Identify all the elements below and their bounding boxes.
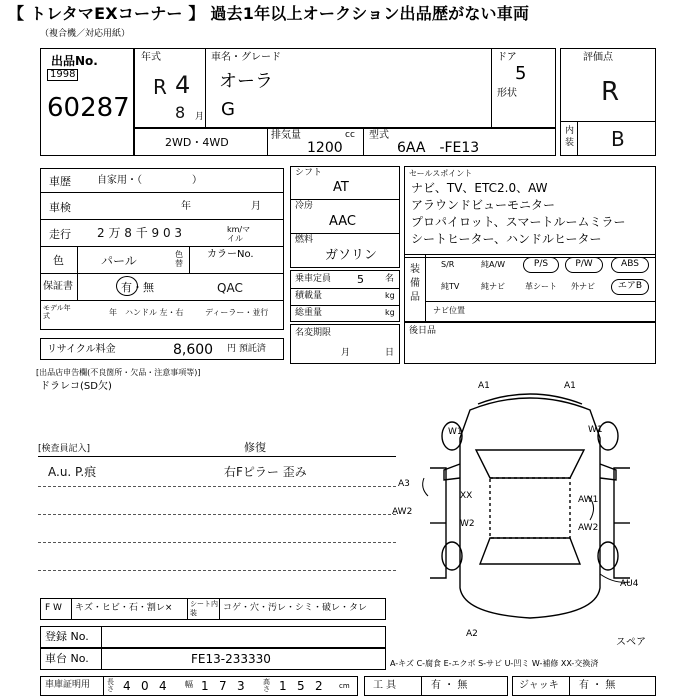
year-month: 8 (175, 103, 186, 122)
len-v3: 4 (159, 679, 167, 693)
mark-w1-left: W1 (448, 427, 463, 437)
year-value: 4 (175, 71, 191, 99)
color-label: 色 (53, 254, 64, 267)
name-change-day: 日 (385, 348, 395, 358)
shift-label: シフト (295, 168, 323, 178)
equip-sr: S/R (441, 260, 455, 269)
mark-w1-right: W1 (588, 425, 603, 435)
warranty-label: 保証書 (43, 281, 73, 292)
fw-label: F W (45, 603, 62, 613)
jack-row (512, 676, 656, 696)
sub-label: （複合機／対応用紙） (40, 29, 131, 39)
inspection-month-unit: 月 (251, 201, 261, 212)
sales-line-3: プロパイロット、スマートルームミラー (411, 215, 626, 229)
mileage-label: 走行 (49, 228, 71, 241)
seller-notes-text: ドラレコ(SD欠) (40, 381, 112, 392)
inspector-label: [検査員記入] (38, 444, 91, 454)
fuel-label: 燃料 (295, 235, 314, 245)
wid-v3: 3 (237, 679, 245, 693)
hei-label: 高さ (263, 678, 270, 693)
score-box (560, 48, 656, 156)
mark-aw2-right: AW2 (578, 523, 599, 533)
lot-label: 出品No. (51, 54, 98, 68)
model-year-mark: 年 (109, 308, 117, 317)
cooling-value: AAC (329, 214, 356, 229)
mark-a1-left: A1 (478, 381, 490, 391)
model-label: 車名・グレード (211, 52, 281, 63)
recycle-label: リサイクル料金 (47, 344, 116, 355)
mark-aw2-left: AW2 (392, 507, 413, 517)
history-table (40, 168, 284, 330)
year-era: R (153, 75, 167, 99)
mark-a2: A2 (466, 629, 478, 639)
mark-xx: XX (460, 491, 473, 501)
lot-number: 60287 (47, 93, 130, 123)
model-code-label: 型式 (369, 130, 389, 141)
inspector-note-2: 右Fピラー 歪み (224, 465, 307, 479)
cooling-label: 冷房 (295, 201, 314, 211)
cert-label: 車庫証明用 (45, 680, 91, 690)
sales-line-2: アラウンドビューモニター (411, 198, 556, 212)
seller-notes-label: [出品店申告欄(不良箇所・欠品・注意事項等)] (36, 368, 201, 377)
tool-row (364, 676, 508, 696)
mileage-unit: km/マイル (227, 225, 251, 243)
load-unit: kg (385, 291, 395, 300)
sales-line-1: ナビ、TV、ETC2.0、AW (411, 181, 548, 195)
drive-value: 2WD・4WD (165, 136, 229, 149)
mark-w2: W2 (460, 519, 475, 529)
warranty-value: 有・無 (121, 281, 154, 294)
equip-airbag: エアB (611, 279, 649, 295)
legend: A-キズ C-腐食 E-エクボ S-サビ U-凹ミ W-補修 XX-交換済 (390, 659, 599, 668)
displacement-unit: cc (345, 130, 355, 140)
shift-value: AT (333, 180, 349, 195)
color-change: 色替 (175, 250, 183, 268)
equip-aw: 純A/W (481, 260, 506, 269)
capacity-unit: 名 (385, 274, 395, 284)
year-label: 年式 (141, 52, 161, 63)
capacity-label: 乗車定員 (295, 274, 332, 284)
fw-items: キズ・ヒビ・石・割レ× (75, 603, 173, 613)
gross-unit: kg (385, 308, 395, 317)
name-change-month: 月 (341, 348, 351, 358)
inspection-year-unit: 年 (181, 201, 191, 212)
len-label: 長さ (107, 678, 114, 693)
len-v2: 0 (141, 679, 149, 693)
capacity-box (290, 270, 400, 322)
interior-label: 内装 (565, 126, 575, 148)
reg-no-row (40, 626, 386, 648)
inspector-note-top: 修復 (244, 441, 266, 454)
equip-tv: 純TV (441, 282, 460, 291)
recycle-unit: 円 預託済 (227, 344, 266, 354)
mark-a1-right: A1 (564, 381, 576, 391)
equip-ps: P/S (523, 257, 559, 273)
seat-items: コゲ・穴・汚レ・シミ・破レ・タレ (223, 603, 368, 613)
hei-v1: 1 (279, 679, 287, 693)
hei-v2: 5 (297, 679, 305, 693)
mech-box (290, 166, 400, 268)
vehicle-box (134, 48, 556, 128)
mileage-value: 2 万 8 千 9 0 3 (97, 226, 183, 240)
inspection-label: 車検 (49, 201, 71, 214)
spare-label: スペア (616, 637, 646, 648)
wid-v2: 7 (219, 679, 227, 693)
sales-line-4: シートヒーター、ハンドルヒーター (411, 232, 602, 246)
color-value: パール (101, 254, 137, 268)
car-damage-diagram (392, 378, 660, 639)
equipment-label: 装備品 (410, 264, 420, 303)
name-change-label: 名変期限 (295, 328, 332, 338)
jack-value: 有 ・ 無 (579, 680, 616, 691)
banner: 【 トレタマEXコーナー 】 過去1年以上オークション出品歴がない車両 (8, 4, 530, 23)
load-label: 積載量 (295, 291, 323, 301)
year-code: 1998 (47, 69, 78, 81)
chassis-row (40, 648, 386, 670)
navi-position-label: ナビ位置 (433, 306, 465, 315)
mark-aw1: AW1 (578, 495, 599, 505)
shape-label: 形状 (497, 88, 517, 99)
model-year-label: モデル年式 (43, 304, 71, 320)
model-grade: G (221, 99, 235, 120)
score-value: R (601, 77, 620, 107)
gross-label: 総重量 (295, 308, 323, 318)
displacement-label: 排気量 (271, 130, 301, 141)
after-note-label: 後日品 (409, 326, 437, 336)
inspector-note-1: A.u. P.痕 (48, 465, 97, 479)
year-month-unit: 月 (195, 112, 205, 122)
wid-v1: 1 (201, 679, 209, 693)
model-name: オーラ (219, 71, 273, 92)
equip-navi: 純ナビ (481, 282, 505, 291)
mark-au4: AU4 (620, 579, 639, 589)
cm-unit: cm (339, 682, 350, 690)
fw-row (40, 598, 386, 620)
chassis-value: FE13-233330 (191, 652, 271, 666)
tool-label: 工 具 (373, 680, 397, 691)
reg-no-label: 登録 No. (45, 630, 89, 643)
color-no-value: QAC (217, 281, 243, 295)
recycle-value: 8,600 (173, 342, 214, 358)
spec-row (134, 128, 556, 156)
equipment-box (404, 254, 656, 322)
cert-row (40, 676, 358, 696)
displacement-value: 1200 (307, 140, 343, 156)
sales-label: セールスポイント (409, 169, 473, 178)
reg-label: 車歴 (49, 175, 71, 188)
color-no-label: カラーNo. (207, 249, 254, 260)
wid-label: 幅 (185, 680, 193, 689)
tool-value: 有 ・ 無 (431, 680, 468, 691)
handle: ハンドル 左・右 (125, 308, 184, 317)
equip-pw: P/W (565, 257, 603, 273)
capacity-value: 5 (357, 273, 364, 286)
sales-box (404, 166, 656, 258)
jack-label: ジャッキ (519, 680, 559, 691)
lot-box (40, 48, 134, 156)
doors-value: 5 (515, 63, 527, 84)
hei-v3: 2 (315, 679, 323, 693)
chassis-label: 車台 No. (45, 652, 89, 665)
interior-value: B (611, 127, 625, 151)
equip-leather: 革シート (525, 282, 557, 291)
model-code-value: 6AA -FE13 (397, 140, 480, 156)
seat-label: シート内装 (190, 600, 218, 617)
mark-a3: A3 (398, 479, 410, 489)
doors-label: ドア (497, 52, 517, 63)
len-v1: 4 (123, 679, 131, 693)
score-label: 評価点 (583, 52, 613, 63)
after-note-box (404, 322, 656, 364)
reg-value: 自家用・（ ） (97, 175, 202, 186)
equip-abs: ABS (611, 257, 649, 273)
equip-ext-navi: 外ナビ (571, 282, 595, 291)
fuel-value: ガソリン (325, 248, 378, 263)
dealer: ディーラー・並行 (205, 308, 269, 317)
recycle-row (40, 338, 284, 360)
warranty-circle (116, 276, 138, 296)
name-change-box (290, 324, 400, 364)
